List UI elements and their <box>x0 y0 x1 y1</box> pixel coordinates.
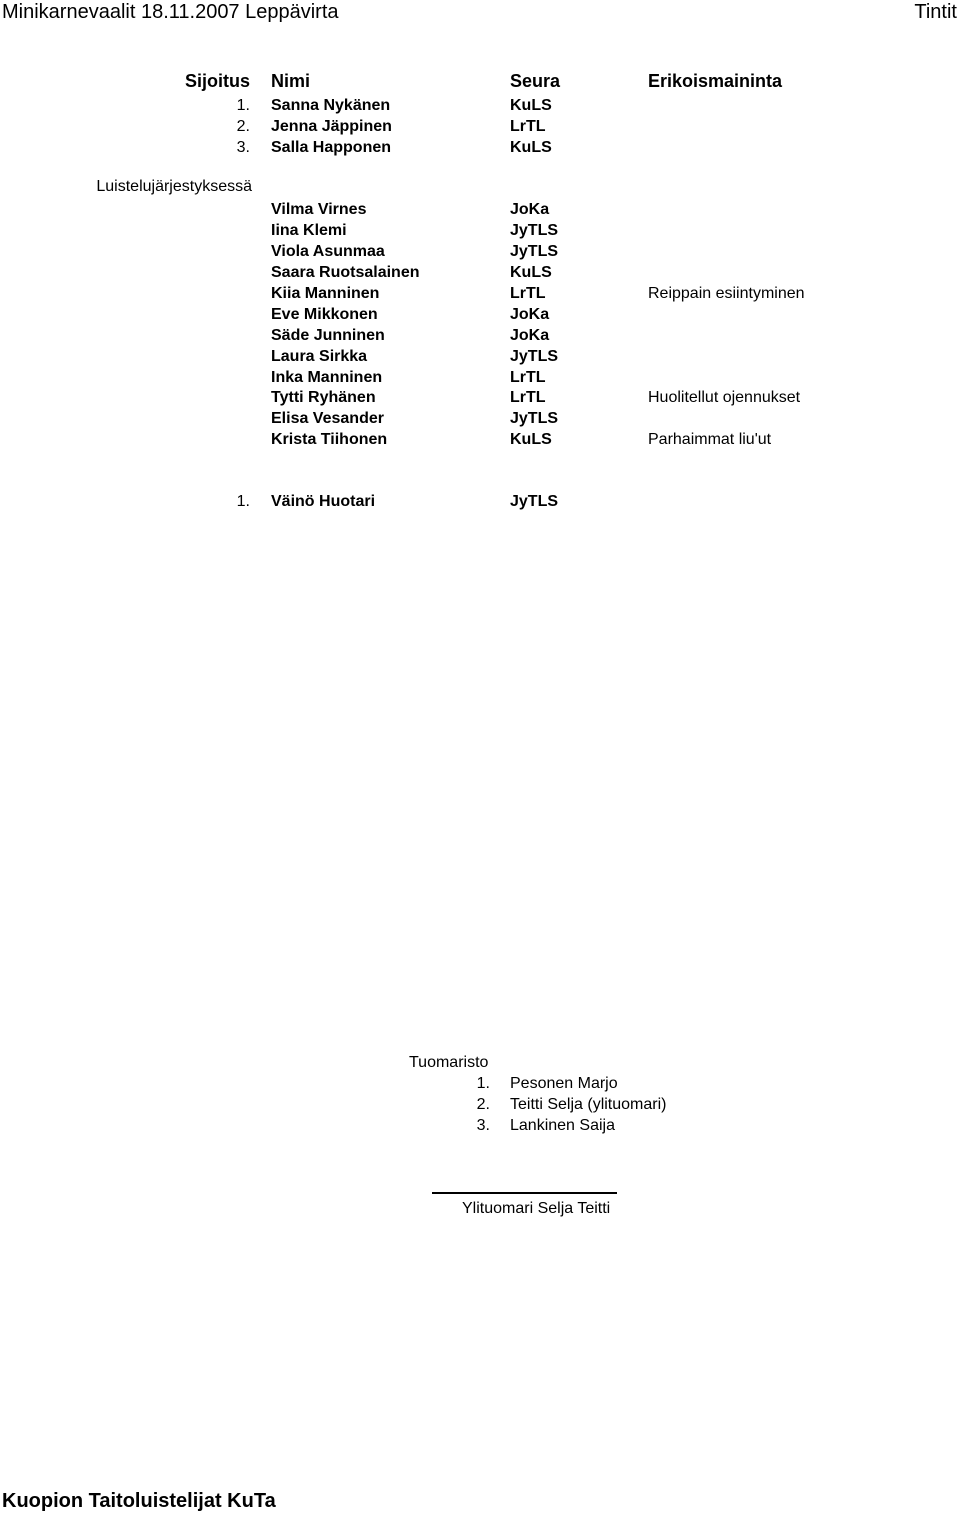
column-header-rank: Sijoitus <box>184 71 250 91</box>
column-header-special: Erikoismaininta <box>648 71 783 91</box>
club-cell: JyTLS <box>510 243 559 260</box>
name-cell: Salla Happonen <box>271 139 392 156</box>
jury-member-number: 1. <box>476 1075 490 1092</box>
name-cell: Viola Asunmaa <box>271 243 385 260</box>
participant-row <box>0 346 960 367</box>
rank-cell: 1. <box>236 97 250 114</box>
rank-cell: 2. <box>236 118 250 135</box>
name-cell: Eve Mikkonen <box>271 306 378 323</box>
club-cell: JyTLS <box>510 348 559 365</box>
club-cell: JyTLS <box>510 222 559 239</box>
name-cell: Laura Sirkka <box>271 348 368 365</box>
column-header-club: Seura <box>510 71 561 91</box>
participant-row <box>0 387 960 408</box>
club-cell: LrTL <box>510 118 546 135</box>
podium-row <box>0 116 960 137</box>
club-cell: JoKa <box>510 201 550 218</box>
special-mention-cell: Parhaimmat liu'ut <box>648 431 772 448</box>
podium-row <box>0 95 960 116</box>
boys-result-row <box>0 491 960 512</box>
footer-organization: Kuopion Taitoluistelijat KuTa <box>2 1490 276 1512</box>
participant-row <box>0 241 960 262</box>
participant-row <box>0 304 960 325</box>
participant-row <box>0 283 960 304</box>
special-mention-cell: Huolitellut ojennukset <box>648 389 801 406</box>
name-cell: Iina Klemi <box>271 222 347 239</box>
participant-row <box>0 325 960 346</box>
participant-row <box>0 220 960 241</box>
club-cell: JyTLS <box>510 493 559 510</box>
club-cell: KuLS <box>510 97 552 114</box>
signature-caption: Ylituomari Selja Teitti <box>462 1200 611 1217</box>
name-cell: Inka Manninen <box>271 369 383 386</box>
name-cell: Tytti Ryhänen <box>271 389 376 406</box>
name-cell: Jenna Jäppinen <box>271 118 392 135</box>
rank-cell: 3. <box>236 139 250 156</box>
club-cell: LrTL <box>510 369 546 386</box>
participant-row <box>0 199 960 220</box>
document-title: Minikarnevaalit 18.11.2007 Leppävirta <box>2 1 339 23</box>
club-cell: JoKa <box>510 327 550 344</box>
name-cell: Elisa Vesander <box>271 410 384 427</box>
club-cell: KuLS <box>510 264 552 281</box>
participant-row <box>0 262 960 283</box>
name-cell: Säde Junninen <box>271 327 385 344</box>
jury-member-name: Teitti Selja (ylituomari) <box>510 1096 667 1113</box>
jury-title: Tuomaristo <box>409 1054 489 1071</box>
jury-member-name: Lankinen Saija <box>510 1117 615 1134</box>
name-cell: Väinö Huotari <box>271 493 376 510</box>
category-label: Tintit <box>914 1 957 23</box>
jury-member-number: 2. <box>476 1096 490 1113</box>
participant-row <box>0 367 960 388</box>
column-header-name: Nimi <box>271 71 311 91</box>
special-mention-cell: Reippain esiintyminen <box>648 285 805 302</box>
name-cell: Saara Ruotsalainen <box>271 264 420 281</box>
club-cell: KuLS <box>510 431 552 448</box>
name-cell: Vilma Virnes <box>271 201 367 218</box>
club-cell: JyTLS <box>510 410 559 427</box>
rank-cell: 1. <box>236 493 250 510</box>
jury-member-number: 3. <box>476 1117 490 1134</box>
program-order-label: Luistelujärjestyksessä <box>96 178 252 195</box>
name-cell: Krista Tiihonen <box>271 431 388 448</box>
participant-row <box>0 408 960 429</box>
jury-member-name: Pesonen Marjo <box>510 1075 618 1092</box>
club-cell: JoKa <box>510 306 550 323</box>
club-cell: LrTL <box>510 389 546 406</box>
club-cell: KuLS <box>510 139 552 156</box>
podium-row <box>0 137 960 158</box>
club-cell: LrTL <box>510 285 546 302</box>
participant-row <box>0 429 960 450</box>
name-cell: Kiia Manninen <box>271 285 380 302</box>
name-cell: Sanna Nykänen <box>271 97 391 114</box>
signature-line <box>432 1192 617 1194</box>
